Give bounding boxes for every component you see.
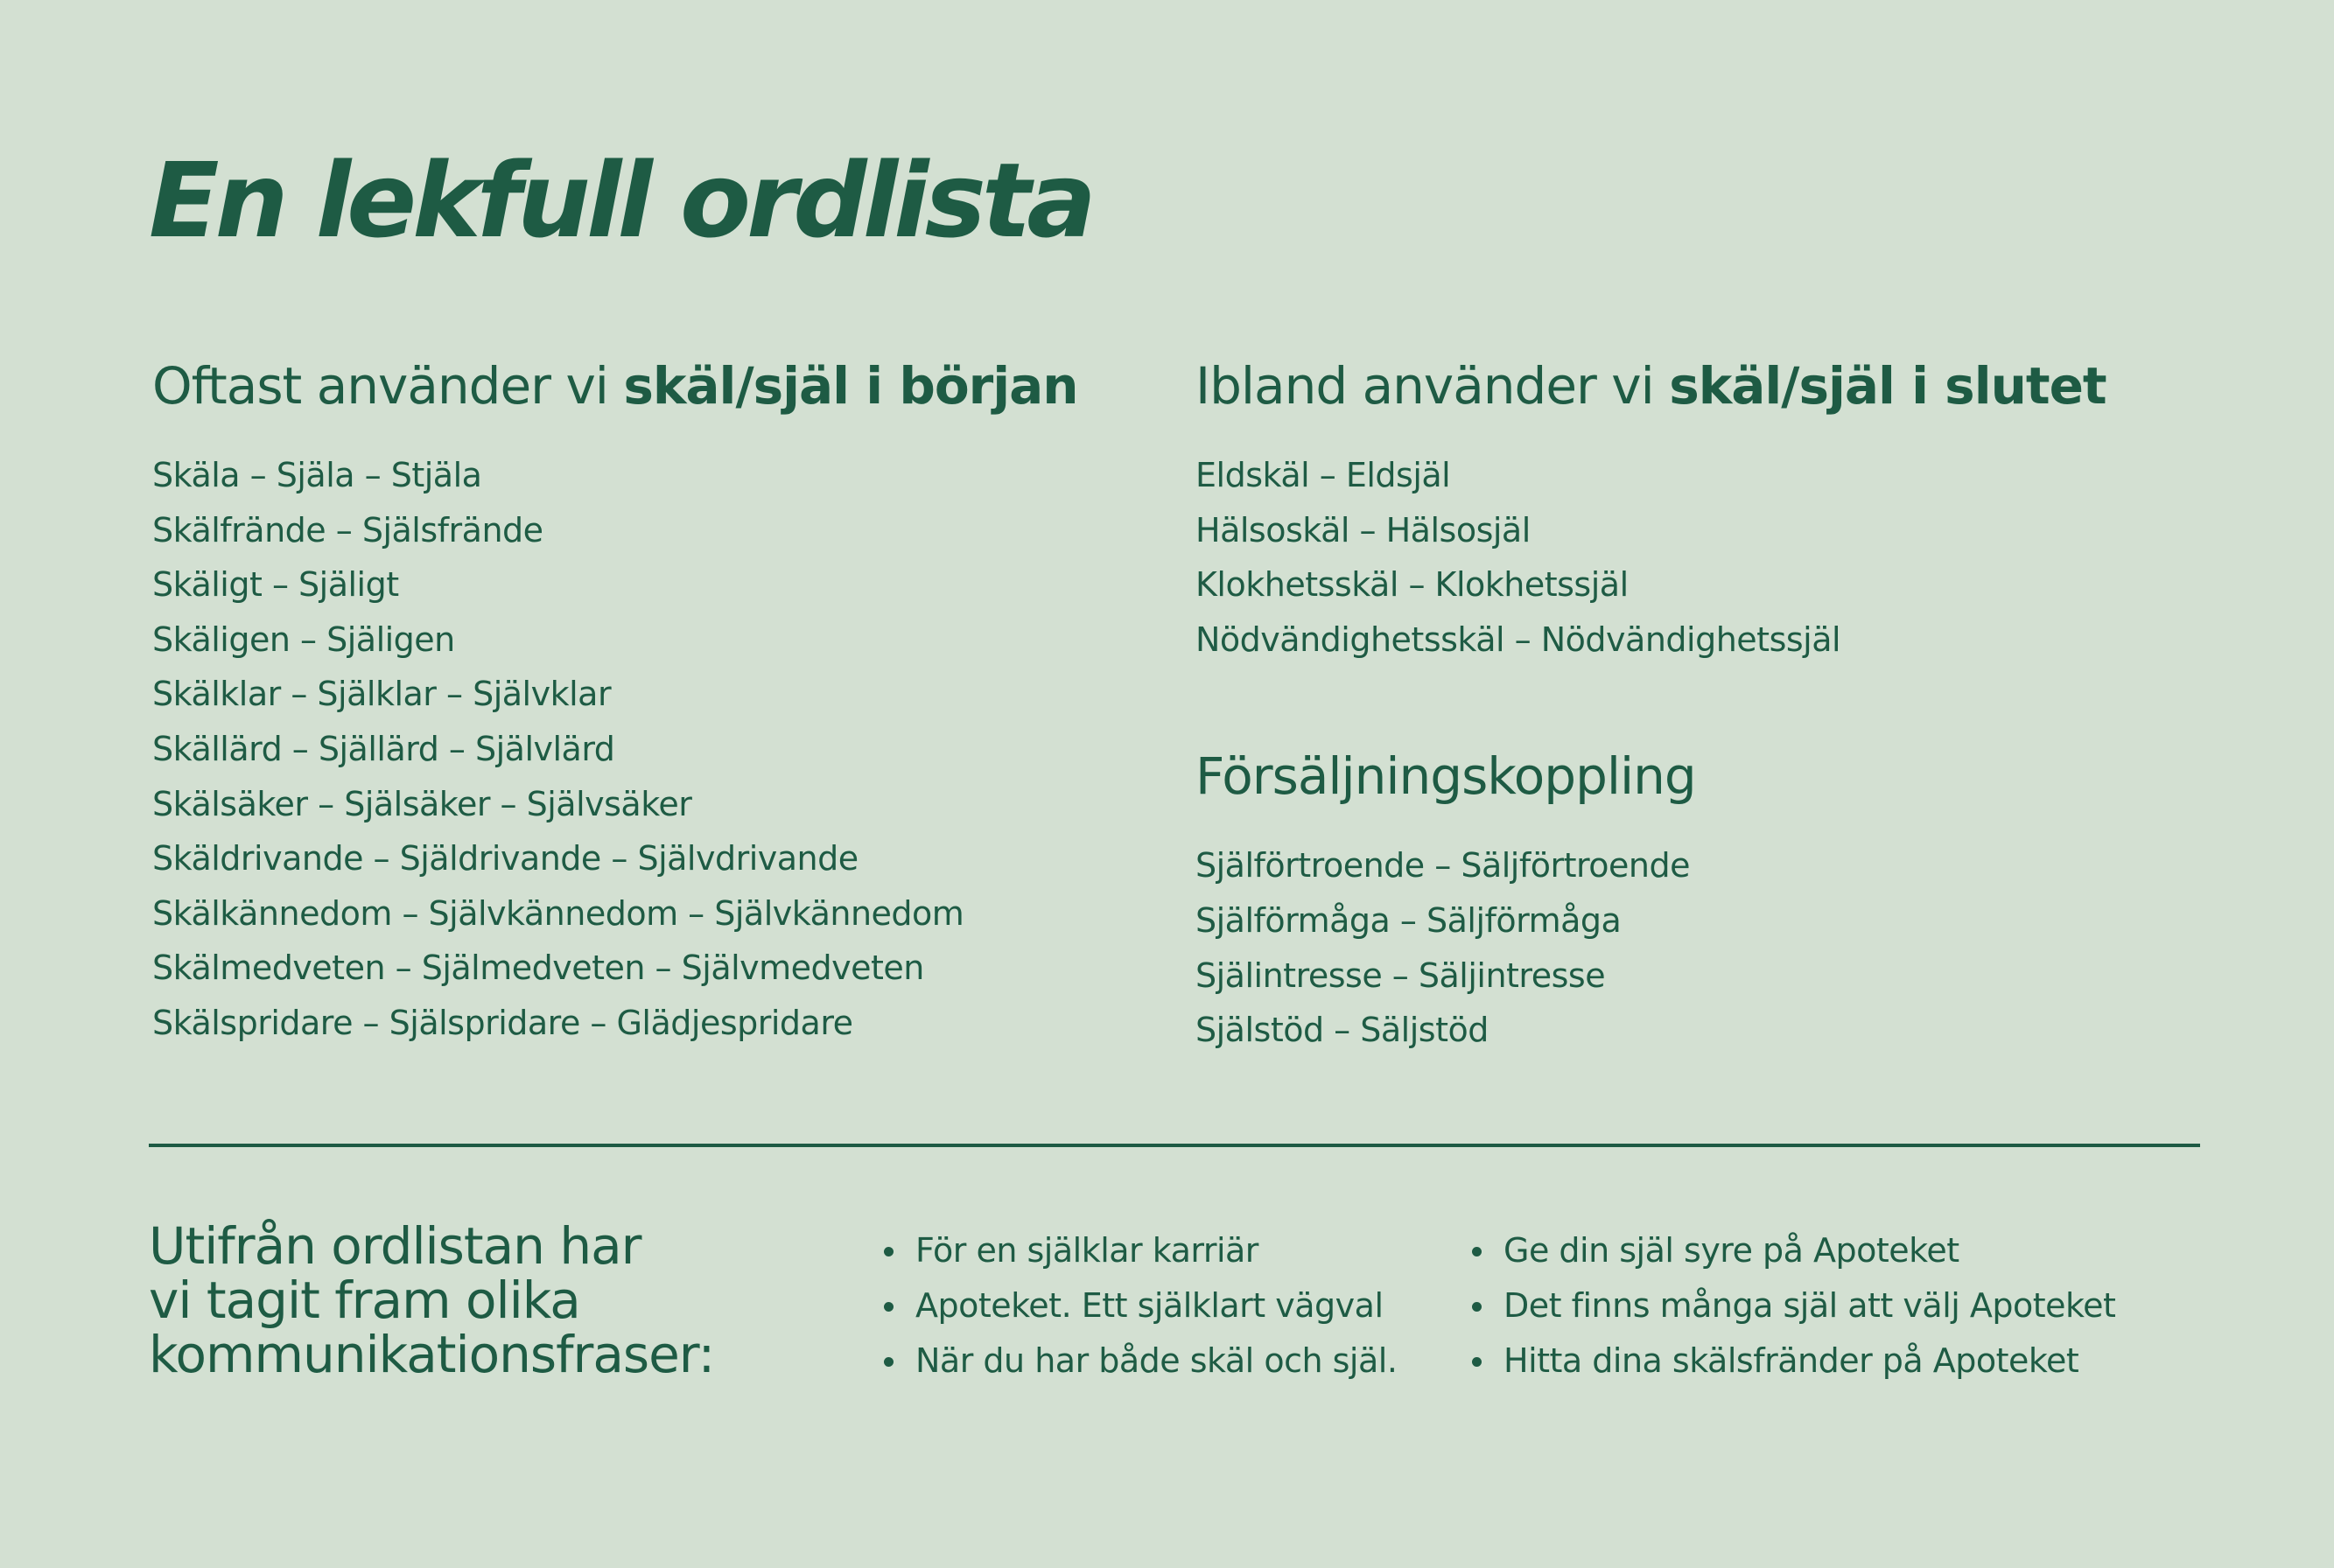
list-item: Klokhetsskäl – Klokhetssjäl: [1195, 565, 1629, 605]
left-column: [152, 356, 1078, 1051]
list-item: Själintresse – Säljintresse: [1195, 956, 1606, 995]
phrase-item: För en själklar karriär: [882, 1223, 1397, 1278]
summary-line: vi tagit fram olika: [149, 1270, 580, 1330]
list-item: Skälsäker – Själsäker – Självsäker: [152, 784, 692, 823]
page-title: En lekfull ordlista: [149, 140, 1092, 261]
right-word-list: [1195, 448, 2106, 667]
left-word-list: [152, 448, 1078, 1051]
summary-line: kommunikationsfraser:: [149, 1325, 715, 1384]
right-heading-bold: skäl/själ i slutet: [1669, 356, 2106, 416]
phrase-item: När du har både skäl och själ.: [882, 1334, 1397, 1389]
left-heading-bold: skäl/själ i början: [623, 356, 1078, 416]
list-item: Skälspridare – Själspridare – Glädjespridare: [152, 1003, 853, 1042]
phrase-item: Hitta dina skälsfränder på Apoteket: [1470, 1334, 2115, 1389]
list-item: Själstöd – Säljstöd: [1195, 1011, 1489, 1050]
list-item: Skäla – Själa – Stjäla: [152, 456, 482, 494]
phrase-list-2: [1470, 1223, 2115, 1389]
list-item: Skälfrände – Själsfrände: [152, 510, 543, 550]
phrase-list-1: [882, 1223, 1397, 1389]
list-item: Själförtroende – Säljförtroende: [1195, 846, 1691, 886]
section-divider: [149, 1144, 2200, 1147]
list-item: Skällärd – Själlärd – Självlärd: [152, 729, 615, 768]
sales-word-list: [1195, 838, 2106, 1057]
right-heading-normal: Ibland använder vi: [1195, 356, 1670, 416]
list-item: Själförmåga – Säljförmåga: [1195, 900, 1622, 940]
right-column-heading: [1195, 356, 2106, 416]
list-item: Skälklar – Själklar – Självklar: [152, 675, 612, 714]
left-column-heading: [152, 356, 1078, 416]
summary-line: Utifrån ordlistan har: [149, 1216, 641, 1276]
phrase-item: Det finns många själ att välj Apoteket: [1470, 1278, 2115, 1334]
phrase-item: Ge din själ syre på Apoteket: [1470, 1223, 2115, 1278]
phrase-item: Apoteket. Ett själklart vägval: [882, 1278, 1397, 1334]
list-item: Hälsoskäl – Hälsosjäl: [1195, 510, 1531, 550]
sales-heading: Försäljningskoppling: [1195, 746, 1696, 807]
list-item: Eldskäl – Eldsjäl: [1195, 456, 1451, 494]
list-item: Skäldrivande – Själdrivande – Självdrivande: [152, 839, 859, 878]
summary-text: [149, 1216, 715, 1384]
right-column: [1195, 356, 2106, 1058]
left-heading-normal: Oftast använder vi: [152, 356, 624, 416]
list-item: Skälmedveten – Själmedveten – Självmedveten: [152, 948, 924, 988]
list-item: Skäligt – Själigt: [152, 565, 399, 605]
list-item: Nödvändighetsskäl – Nödvändighetssjäl: [1195, 620, 1841, 659]
list-item: Skäligen – Själigen: [152, 620, 455, 659]
list-item: Skälkännedom – Självkännedom – Självkännedom: [152, 893, 964, 933]
